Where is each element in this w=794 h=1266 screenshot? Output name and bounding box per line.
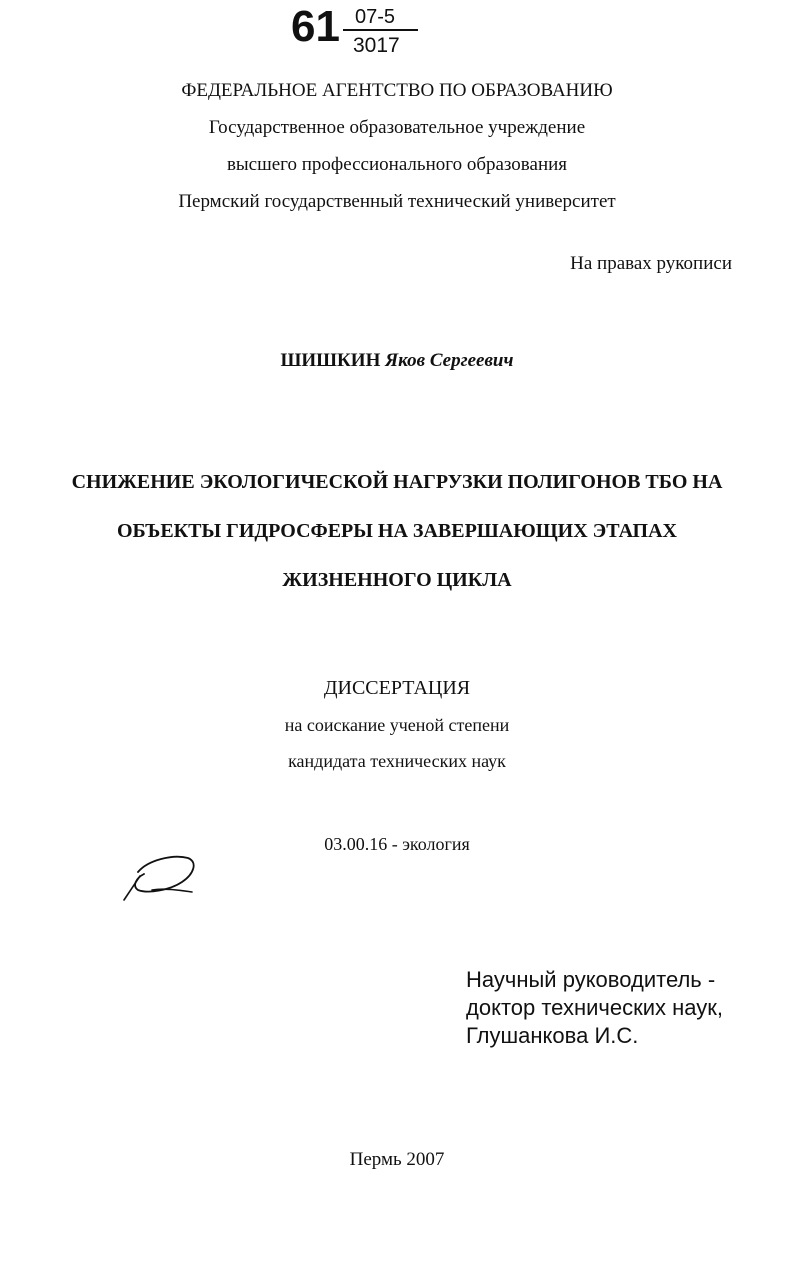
archive-code-top: 07-5 (355, 6, 396, 28)
title-line-1: СНИЖЕНИЕ ЭКОЛОГИЧЕСКОЙ НАГРУЗКИ ПОЛИГОНОВ ТБО НА (71, 471, 723, 493)
institution-name: Пермский государственный технический университет (178, 191, 616, 212)
supervisor-degree: доктор технических наук, (466, 995, 723, 1020)
archive-code-bottom: 3017 (353, 34, 400, 57)
supervisor-name: Глушанкова И.С. (466, 1023, 639, 1048)
institution-agency: ФЕДЕРАЛЬНОЕ АГЕНТСТВО ПО ОБРАЗОВАНИЮ (181, 80, 613, 101)
author-name (0, 349, 794, 373)
title-line-3: ЖИЗНЕННОГО ЦИКЛА (282, 569, 512, 591)
institution-type: Государственное образовательное учреждение (208, 117, 586, 138)
supervisor-role: Научный руководитель - (466, 967, 716, 992)
author-surname: ШИШКИН (280, 350, 381, 371)
archive-code-main: 61 (291, 2, 340, 51)
signature (118, 850, 200, 904)
degree-line-1: на соискание ученой степени (284, 715, 510, 735)
work-type: ДИССЕРТАЦИЯ (323, 677, 471, 699)
institution-level: высшего профессионального образования (226, 154, 568, 175)
author-given-names: Яков Сергеевич (385, 350, 514, 371)
degree-line-2: кандидата технических наук (288, 751, 506, 771)
city-year: Пермь 2007 (349, 1149, 445, 1170)
title-line-2: ОБЪЕКТЫ ГИДРОСФЕРЫ НА ЗАВЕРШАЮЩИХ ЭТАПАХ (117, 520, 677, 542)
rights-note: На правах рукописи (570, 253, 732, 274)
archive-code-divider (343, 29, 418, 31)
specialty: 03.00.16 - экология (324, 834, 470, 854)
